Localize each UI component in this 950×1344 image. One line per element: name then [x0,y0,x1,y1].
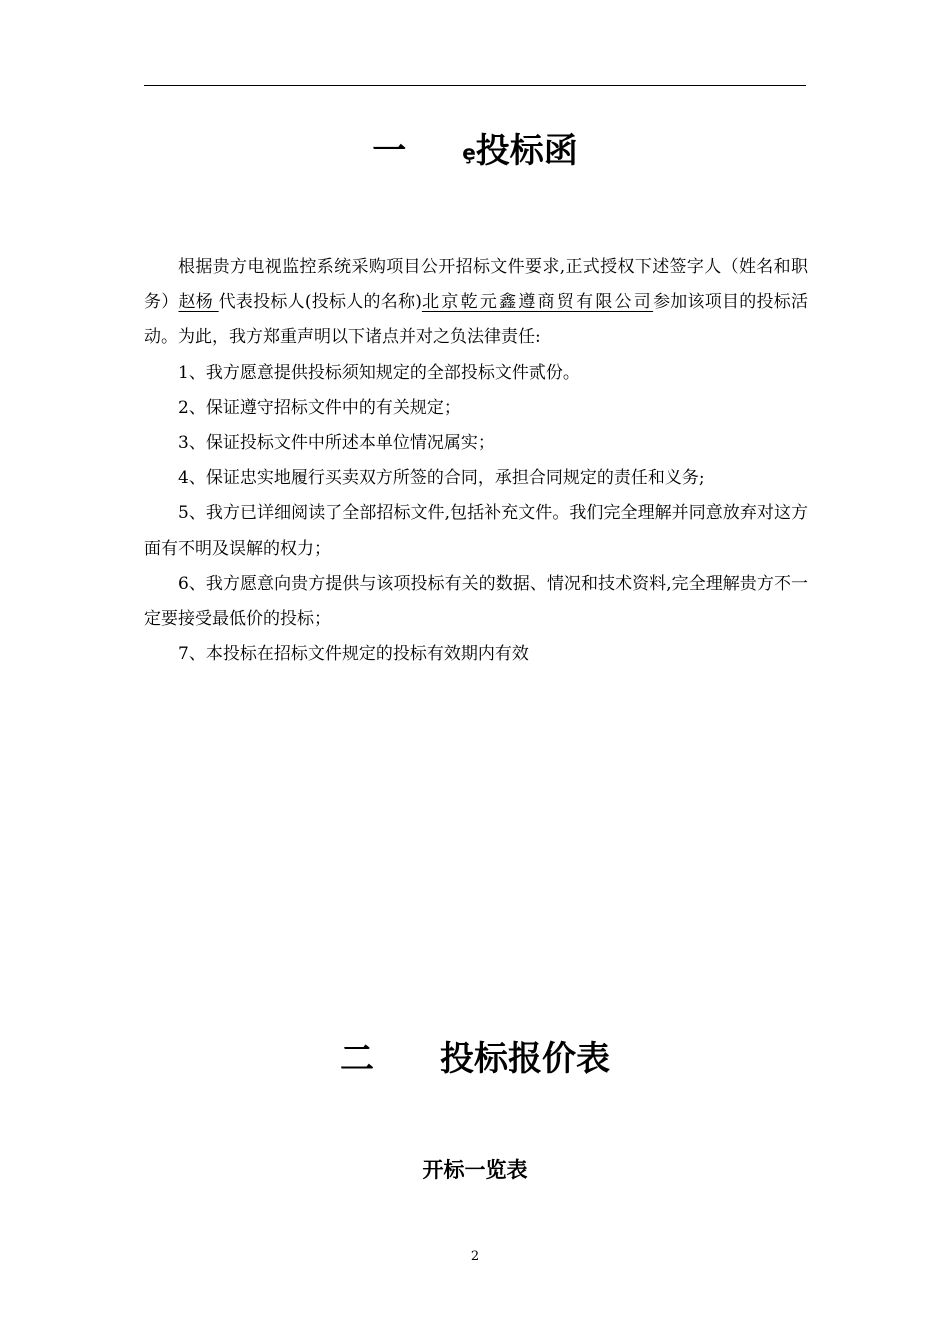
section-marker-glyph: ȩ [462,140,476,165]
header-rule [144,85,806,86]
sub-heading: 开标一览表 [422,1158,528,1182]
page-number: 2 [470,1249,480,1264]
section-number-1: 一 [372,131,407,171]
declaration-item: 7、本投标在招标文件规定的投标有效期内有效 [178,644,529,665]
section-heading-2 [144,1039,806,1079]
section-title-2: 投标报价表 [440,1039,610,1079]
declaration-item: 6、我方愿意向贵方提供与该项投标有关的数据、情况和技术资料,完全理解贵方不一定要接受最低价的投标； [144,573,808,630]
intro-paragraph [144,250,808,356]
letter-body [144,250,808,672]
section-heading-1 [144,131,806,173]
declaration-item: 5、我方已详细阅读了全部招标文件,包括补充文件。我们完全理解并同意放弃对这方面有不明及误解的权力； [144,503,808,559]
signatory-name: 赵杨 [178,292,219,313]
declaration-item: 4、保证忠实地履行买卖双方所签的合同，承担合同规定的责任和义务; [178,468,705,489]
intro-text-3: 参加该项目的投标活动。为此，我方郑重声明以下诸点并对之负法律责任: [144,292,809,348]
intro-text-1: 根据贵方电视监控系统采购项目公开招标文件要求,正式授权下述签字人（姓名和职务） [144,257,808,313]
bidder-company-name: 北京乾元鑫遵商贸有限公司 [421,292,654,313]
declaration-item: 2、保证遵守招标文件中的有关规定； [178,397,461,418]
section-title-1: 投标函 [475,131,578,171]
section-number-2: 二 [340,1039,374,1079]
declaration-item: 1、我方愿意提供投标须知规定的全部投标文件贰份。 [178,362,580,383]
intro-text-2: 代表投标人(投标人的名称) [218,292,422,313]
declaration-item: 3、保证投标文件中所述本单位情况属实； [178,433,495,454]
